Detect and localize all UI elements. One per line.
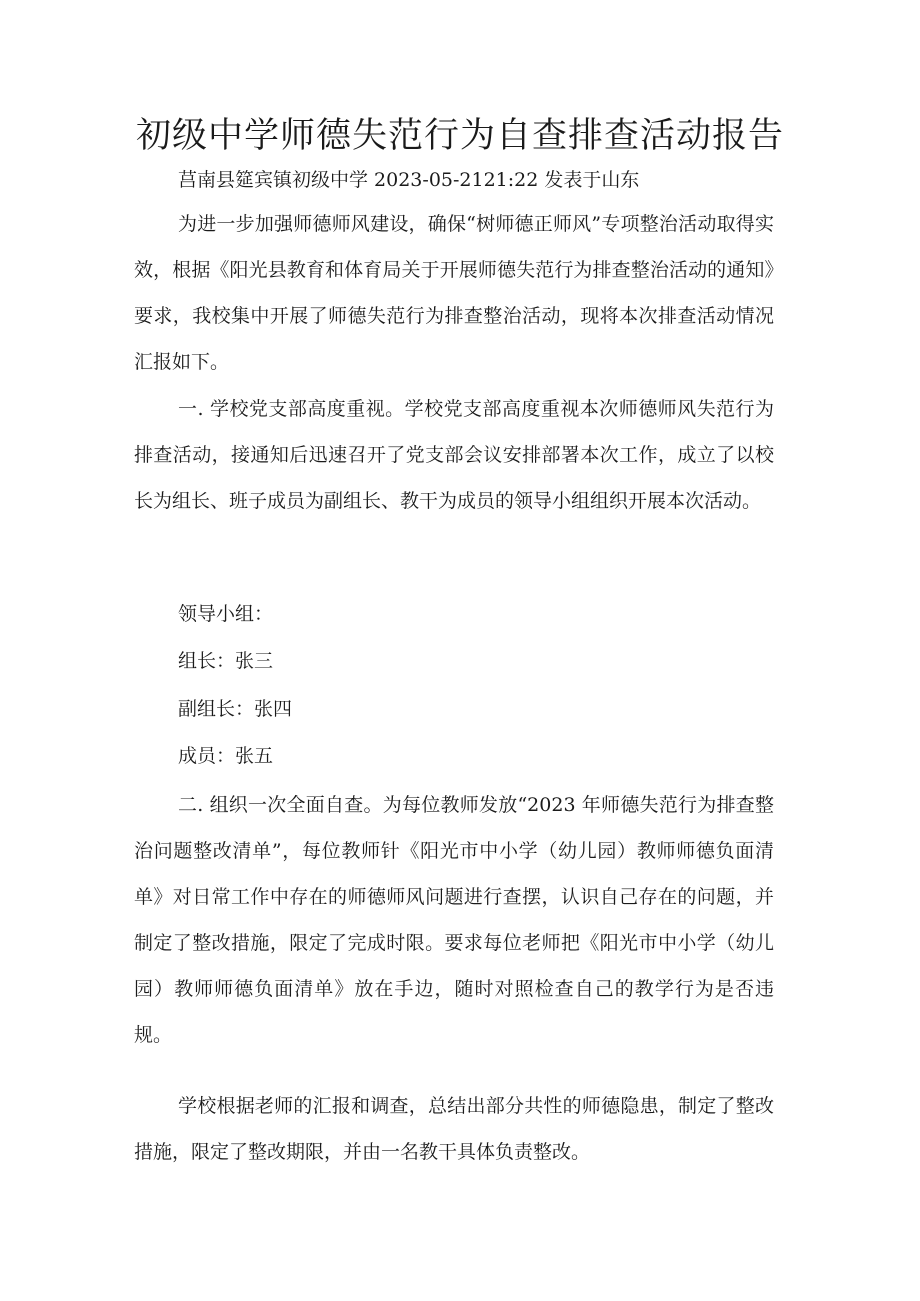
section-two-paragraph: 二. 组织一次全面自查。为每位教师发放“2023 年师德失范行为排查整治问题整改清单”，每位教师针《阳光市中小学（幼儿园）教师师德负面清单》对日常工作中存在的师德师风问题进行查摆，认识自己存在的问题，并制定了整改措施，限定了完成时限。要求每位老师把《阳光市中小学（幼儿园）教师师德负面清单》放在手边，随时对照检查自己的教学行为是否违规。 — [134, 794, 774, 1046]
leader-line: 组长：张三 — [178, 650, 274, 672]
deputy-line: 副组长：张四 — [178, 698, 293, 720]
document-title: 初级中学师德失范行为自查排查活动报告 — [135, 116, 784, 156]
leadership-heading: 领导小组： — [178, 603, 274, 625]
intro-paragraph: 为进一步加强师德师风建设，确保“树师德正师风”专项整治活动取得实效，根据《阳光县教育和体育局关于开展师德失范行为排查整治活动的通知》要求，我校集中开展了师德失范行为排查整治活动，现将本次排查活动情况汇报如下。 — [134, 213, 774, 373]
member-line: 成员：张五 — [178, 745, 274, 767]
closing-paragraph: 学校根据老师的汇报和调查，总结出部分共性的师德隐患，制定了整改措施，限定了整改期限，并由一名教干具体负责整改。 — [134, 1095, 774, 1163]
section-one-paragraph: 一. 学校党支部高度重视。学校党支部高度重视本次师德师风失范行为排查活动，接通知后迅速召开了党支部会议安排部署本次工作，成立了以校长为组长、班子成员为副组长、教干为成员的领导小组组织开展本次活动。 — [134, 398, 774, 512]
byline: 莒南县筵宾镇初级中学 2023-05-2121:22 发表于山东 — [178, 169, 640, 191]
